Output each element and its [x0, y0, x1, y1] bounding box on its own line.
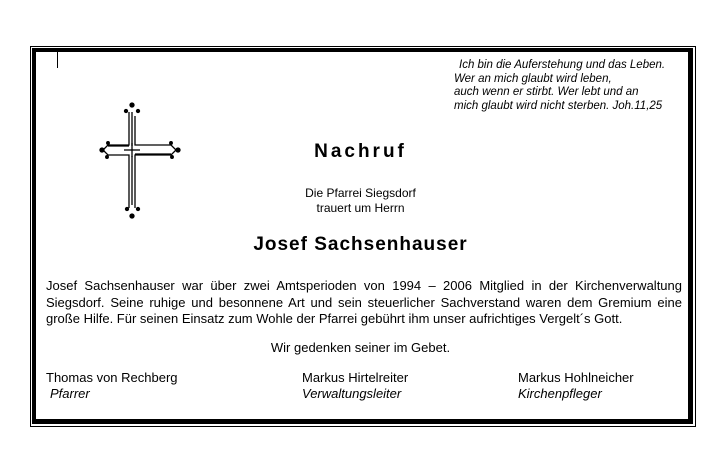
signature-role: Pfarrer: [50, 386, 90, 401]
page-title: Nachruf: [314, 141, 407, 162]
subtitle: [0, 186, 721, 216]
signature: [518, 370, 634, 402]
signature-role: Verwaltungsleiter: [302, 386, 402, 401]
subtitle-line: Die Pfarrei Siegsdorf: [305, 186, 416, 200]
quote-line: Wer an mich glaubt wird leben,: [454, 72, 612, 85]
subtitle-line: trauert um Herrn: [316, 201, 405, 215]
deceased-name: Josef Sachsenhauser: [253, 234, 468, 255]
closing-line: Wir gedenken seiner im Gebet.: [270, 340, 451, 355]
signature: [302, 370, 408, 402]
body-text: Josef Sachsenhauser war über zwei Amtsperioden von 1994 – 2006 Mitglied in der Kirchenverwaltung Siegsdorf. Seine ruhige und besonnene Art und sein steuerlicher Sachverstand waren dem Gremium eine große Hilfe. Für seinen Einsatz zum Wohle der Pfarrei gebührt ihm unser aufrichtiges Vergelt´s Gott.: [46, 278, 682, 326]
signature-name: Thomas von Rechberg: [46, 370, 178, 385]
quote-line: mich glaubt wird nicht sterben. Joh.11,25: [454, 99, 663, 112]
signature-name: Markus Hohlneicher: [518, 370, 634, 385]
quote-line: Ich bin die Auferstehung und das Leben.: [459, 59, 666, 71]
signature: [46, 370, 178, 402]
text-cursor: [57, 52, 58, 68]
bible-quote: [454, 59, 665, 113]
quote-line: auch wenn er stirbt. Wer lebt und an: [454, 86, 639, 98]
signature-name: Markus Hirtelreiter: [302, 370, 409, 385]
signature-role: Kirchenpfleger: [518, 386, 602, 401]
